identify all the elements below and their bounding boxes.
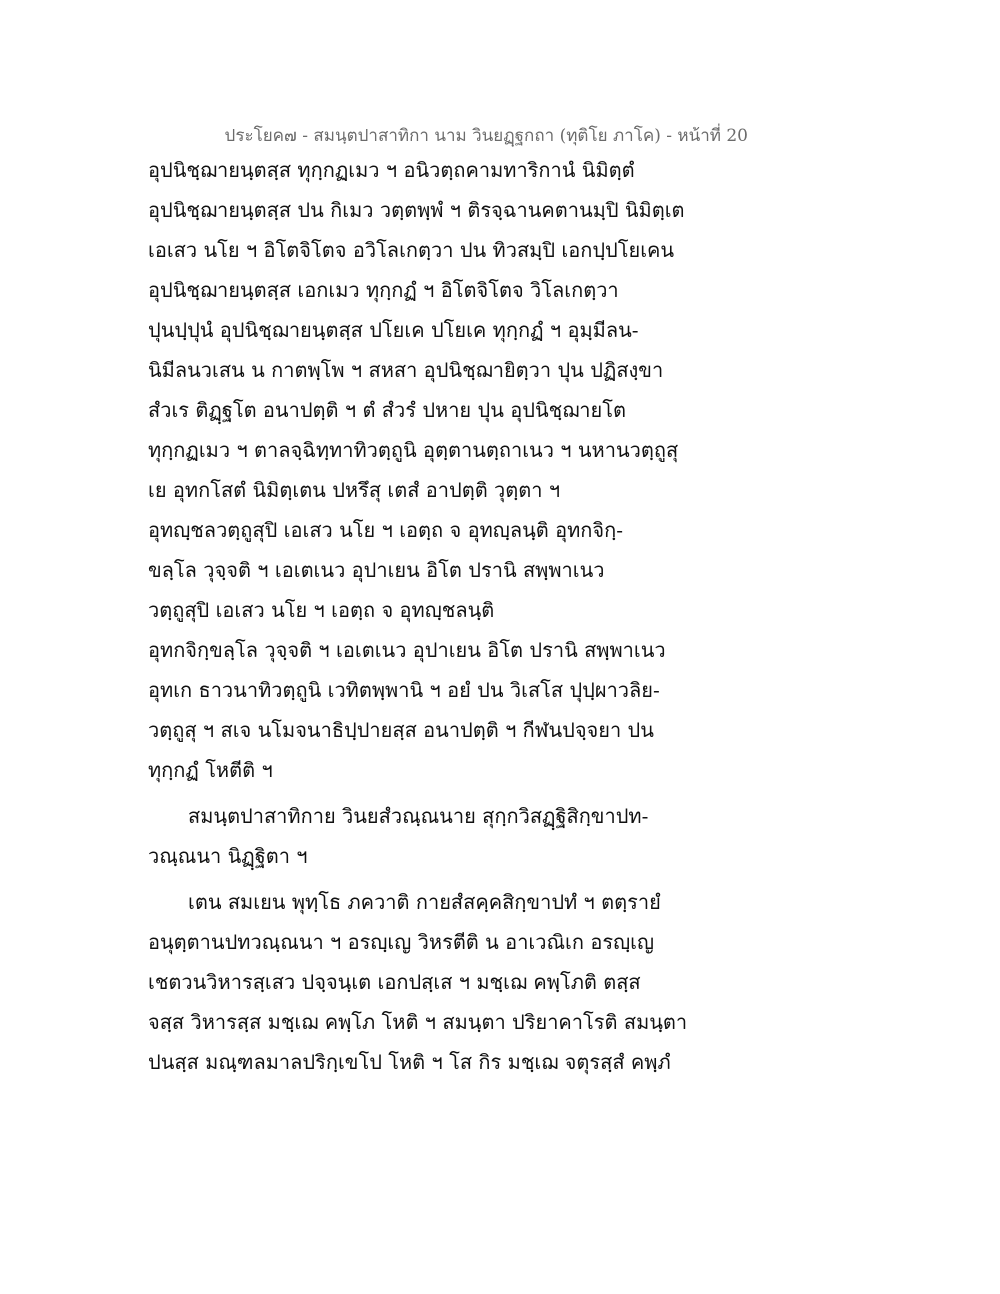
running-header: ประโยค๗ - สมนฺตปาสาทิกา นาม วินยฏฺฐกถา (ทุติโย ภาโค) - หน้าที่ 20	[224, 126, 748, 146]
text-line: อุปนิชฺฌายนฺตสฺส ทุกฺกฏเมว ฯ อนิวตฺถคามทาริกานํ นิมิตฺตํ	[148, 158, 635, 182]
text-line: วตฺถูสุปิ เอเสว นโย ฯ เอตฺถ จ อุทญฺชลนฺติ	[148, 598, 495, 622]
paragraph-1	[148, 150, 708, 790]
text-line: ทุกฺกฏํ โหตีติ ฯ	[148, 758, 273, 782]
text-line: ปนสฺส มณฺฑลมาลปริกฺเขโป โหติ ฯ โส กิร มชฺเฌ จตุรสฺสํ คพฺภํ	[148, 1050, 671, 1074]
text-line: วณฺณนา นิฏฺฐิตา ฯ	[148, 844, 308, 868]
text-line: อุทญฺชลวตฺถูสุปิ เอเสว นโย ฯ เอตฺถ จ อุทญฺลนฺติ อุทกจิกฺ-	[148, 518, 623, 542]
text-line: เชตวนวิหารสฺเสว ปจฺจนฺเต เอกปสฺเส ฯ มชฺเฌ คพฺโภติ ตสฺส	[148, 970, 641, 994]
text-line: อุปนิชฺฌายนฺตสฺส เอกเมว ทุกฺกฏํ ฯ อิโตจิโตจ วิโลเกตฺวา	[148, 278, 619, 302]
text-line: สมนฺตปาสาทิกาย วินยสํวณฺณนาย สุกฺกวิสฏฺฐิสิกฺขาปท-	[188, 804, 649, 828]
text-line: เตน สมเยน พุทฺโธ ภควาติ กายสํสคฺคสิกฺขาปทํ ฯ ตตฺรายํ	[188, 890, 661, 914]
paragraph-3	[148, 882, 708, 1082]
text-line: จสฺส วิหารสฺส มชฺเฌ คพฺโภ โหติ ฯ สมนฺตา ปริยาคาโรติ สมนฺตา	[148, 1010, 688, 1034]
body-text	[148, 150, 708, 1082]
text-line: อุทเก ธาวนาทิวตฺถูนิ เวทิตพฺพานิ ฯ อยํ ปน วิเสโส ปุปฺผาวลิย-	[148, 678, 660, 702]
text-line: ปุนปฺปุนํ อุปนิชฺฌายนฺตสฺส ปโยเค ปโยเค ทุกฺกฏํ ฯ อุมฺมีลน-	[148, 318, 639, 342]
text-line: อุปนิชฺฌายนฺตสฺส ปน กิเมว วตฺตพฺพํ ฯ ติรจฺฉานคตานมฺปิ นิมิตฺเต	[148, 198, 685, 222]
text-line: เอเสว นโย ฯ อิโตจิโตจ อวิโลเกตฺวา ปน ทิวสมฺปิ เอกปฺปโยเคน	[148, 238, 675, 262]
paragraph-2	[148, 796, 708, 876]
text-line: อนุตฺตานปทวณฺณนา ฯ อรญฺเญ วิหรตีติ น อาเวณิเก อรญฺเญ	[148, 930, 655, 954]
text-line: ขลฺโล วุจฺจติ ฯ เอเตเนว อุปาเยน อิโต ปรานิ สพฺพาเนว	[148, 558, 605, 582]
text-line: อุทกจิกฺขลฺโล วุจฺจติ ฯ เอเตเนว อุปาเยน อิโต ปรานิ สพฺพาเนว	[148, 638, 666, 662]
text-line: วตฺถูสุ ฯ สเจ นโมจนาธิปฺปายสฺส อนาปตฺติ ฯ กีฬนปจฺจยา ปน	[148, 718, 654, 742]
text-line: ทุกฺกฏเมว ฯ ตาลจฺฉิทฺทาทิวตฺถูนิ อุตฺตานตฺถาเนว ฯ นหานวตฺถูสุ	[148, 438, 679, 462]
text-line: เย อุทกโสตํ นิมิตฺเตน ปหรึสุ เตสํ อาปตฺติ วุตฺตา ฯ	[148, 478, 561, 502]
text-line: นิมีลนวเสน น กาตพฺโพ ฯ สหสา อุปนิชฺฌายิตฺวา ปุน ปฏิสงฺขา	[148, 358, 664, 382]
text-line: สํวเร ติฏฺฐโต อนาปตฺติ ฯ ตํ สํวรํ ปหาย ปุน อุปนิชฺฌายโต	[148, 398, 626, 422]
